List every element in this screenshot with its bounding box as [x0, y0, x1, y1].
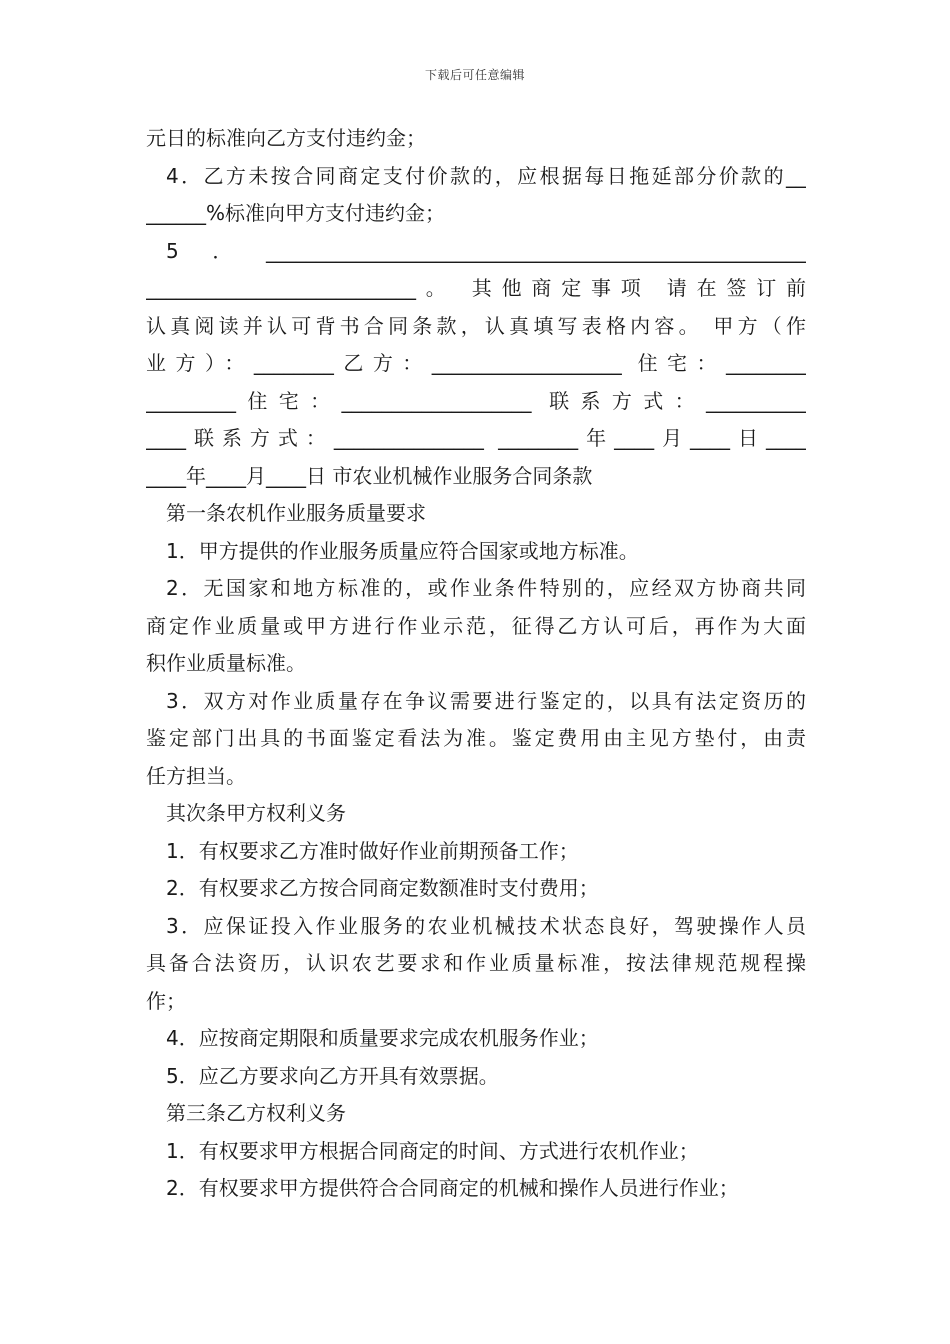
- text-line: 商定作业质量或甲方进行作业示范，征得乙方认可后，再作为大面: [146, 613, 806, 638]
- section-heading: 第一条农机作业服务质量要求: [166, 501, 426, 525]
- text-line: 元日的标准向乙方支付违约金；: [146, 126, 426, 150]
- text-line: ___________________________。 其他商定事项 请在签订前: [146, 276, 806, 300]
- text-line: 5．应乙方要求向乙方开具有效票据。: [166, 1063, 499, 1088]
- text-line: 2．有权要求乙方按合同商定数额准时支付费用；: [166, 876, 599, 900]
- text-line: 积作业质量标准。: [146, 651, 306, 675]
- text-line: 2．无国家和地方标准的，或作业条件特别的，应经双方协商共同: [166, 576, 806, 600]
- text-line: 具备合法资历，认识农艺要求和作业质量标准，按法律规范规程操: [146, 951, 806, 975]
- text-line: 4．应按商定期限和质量要求完成农机服务作业；: [166, 1026, 599, 1050]
- text-line: 鉴定部门出具的书面鉴定看法为准。鉴定费用由主见方垫付，由责: [146, 726, 806, 750]
- text-line: 1．甲方提供的作业服务质量应符合国家或地方标准。: [166, 538, 639, 563]
- section-heading: 第三条乙方权利义务: [166, 1101, 346, 1125]
- text-line: 5．______________________________________________________: [166, 238, 806, 263]
- text-line: ____联系方式：_______________ ________年____月____日____: [146, 426, 806, 450]
- text-line: 认真阅读并认可背书合同条款，认真填写表格内容。 甲方（作: [146, 313, 806, 338]
- text-line: 1．有权要求甲方根据合同商定的时间、方式进行农机作业；: [166, 1138, 699, 1163]
- section-heading: 其次条甲方权利义务: [166, 801, 346, 825]
- document-body: [146, 120, 806, 1208]
- text-line: 3．双方对作业质量存在争议需要进行鉴定的，以具有法定资历的: [166, 688, 806, 713]
- text-line: ______%标准向甲方支付违约金；: [146, 201, 446, 225]
- text-line: 作；: [146, 988, 186, 1013]
- text-line: 4．乙方未按合同商定支付价款的，应根据每日拖延部分价款的__: [166, 163, 806, 188]
- text-line: 3．应保证投入作业服务的农业机械技术状态良好，驾驶操作人员: [166, 913, 806, 938]
- text-line: 任方担当。: [146, 763, 246, 788]
- page-header: 下载后可任意编辑: [424, 68, 525, 82]
- text-line: 1．有权要求乙方准时做好作业前期预备工作；: [166, 838, 579, 863]
- text-line: _________住宅：___________________ 联系方式：__________: [146, 388, 806, 413]
- text-line: 2．有权要求甲方提供符合合同商定的机械和操作人员进行作业；: [166, 1176, 739, 1200]
- text-line: ____年____月____日 市农业机械作业服务合同条款: [146, 463, 593, 488]
- text-line: 业方）：________乙方：___________________ 住宅：________: [146, 351, 806, 375]
